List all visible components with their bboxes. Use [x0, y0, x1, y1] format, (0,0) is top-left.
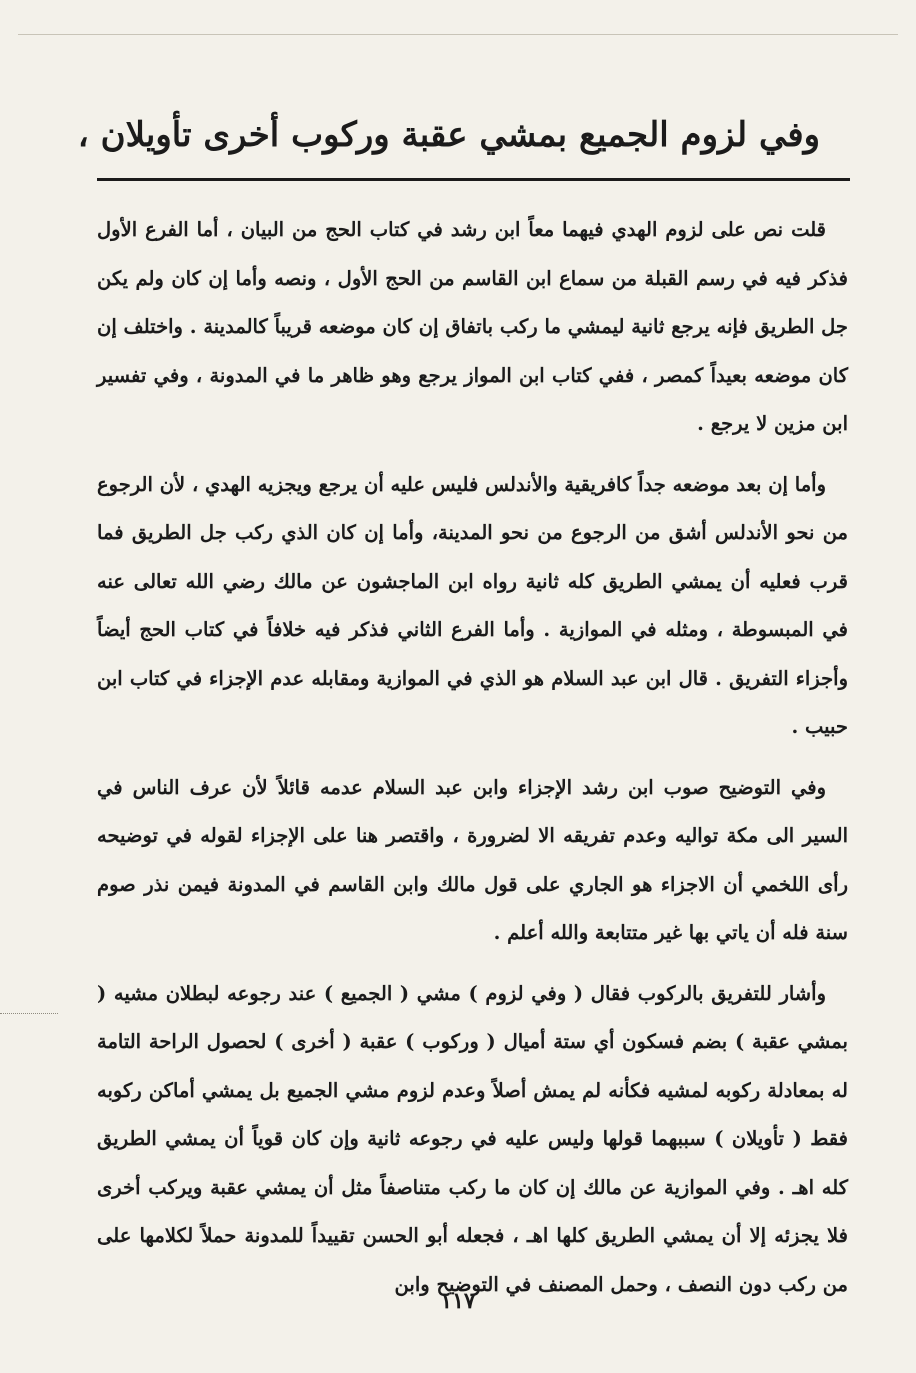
heading-underline-rule	[97, 178, 850, 181]
paragraph-1: قلت نص على لزوم الهدي فيهما معاً ابن رشد في كتاب الحج من البيان ، أما الفرع الأول فذكر فيه في رسم القبلة من سماع ابن القاسم من الحج الأول ، ونصه وأما إن كان ولم يكن جل الطريق فإنه يرجع ثانية ليمشي ما ركب باتفاق إن كان موضعه قريباً كالمدينة . واختلف إن كان موضعه بعيداً كمصر ، ففي كتاب ابن المواز يرجع وهو ظاهر ما في المدونة ، وفي تفسير ابن مزين لا يرجع .	[97, 218, 848, 435]
verse-heading: وفي لزوم الجميع بمشي عقبة وركوب أخرى تأويلان ،	[77, 115, 820, 155]
body-text	[97, 206, 848, 1296]
top-edge-rule	[18, 34, 898, 35]
page-number: ١١٧	[440, 1288, 476, 1314]
paragraph-4: وأشار للتفريق بالركوب فقال ( وفي لزوم ) مشي ( الجميع ) عند رجوعه لبطلان مشيه ( بمشي عقبة ) بضم فسكون أي ستة أميال ( وركوب ) عقبة ( أخرى ) لحصول الراحة التامة له بمعادلة ركوبه لمشيه فكأنه لم يمش أصلاً وعدم لزوم مشي الجميع بل يمشي أماكن ركوبه فقط ( تأويلان ) سببهما قولها وليس عليه في رجوعه ثانية وإن كان قوياً أن يمشي الطريق كله اهـ . وفي الموازية عن مالك إن كان ما ركب متناصفاً مثل أن يمشي عقبة ويركب أخرى فلا يجزئه إلا أن يمشي الطريق كلها اهـ ، فجعله أبو الحسن تقييداً للمدونة حملاً لكلامها على من ركب دون النصف ، وحمل المصنف في التوضيح وابن	[97, 981, 848, 1296]
paragraph-2: وأما إن بعد موضعه جداً كافريقية والأندلس فليس عليه أن يرجع ويجزيه الهدي ، لأن الرجوع من نحو الأندلس أشق من الرجوع من نحو المدينة، وأما إن كان الذي ركب جل الطريق فما قرب فعليه أن يمشي الطريق كله ثانية رواه ابن الماجشون عن مالك رضي الله تعالى عنه في المبسوطة ، ومثله في الموازية . وأما الفرع الثاني فذكر فيه خلافاً في كتاب الحج أيضاً وأجزاء التفريق . قال ابن عبد السلام هو الذي في الموازية ومقابله عدم الإجزاء في كتاب ابن حبيب .	[97, 472, 848, 738]
margin-dotted-mark	[0, 1013, 58, 1016]
paragraph-3: وفي التوضيح صوب ابن رشد الإجزاء وابن عبد السلام عدمه قائلاً لأن عرف الناس في السير الى مكة تواليه وعدم تفريقه الا لضرورة ، واقتصر هنا على الإجزاء لقوله في توضيحه رأى اللخمي أن الاجزاء هو الجاري على قول مالك وابن القاسم في المدونة فيمن نذر صوم سنة فله أن ياتي بها غير متتابعة والله أعلم .	[97, 775, 848, 944]
